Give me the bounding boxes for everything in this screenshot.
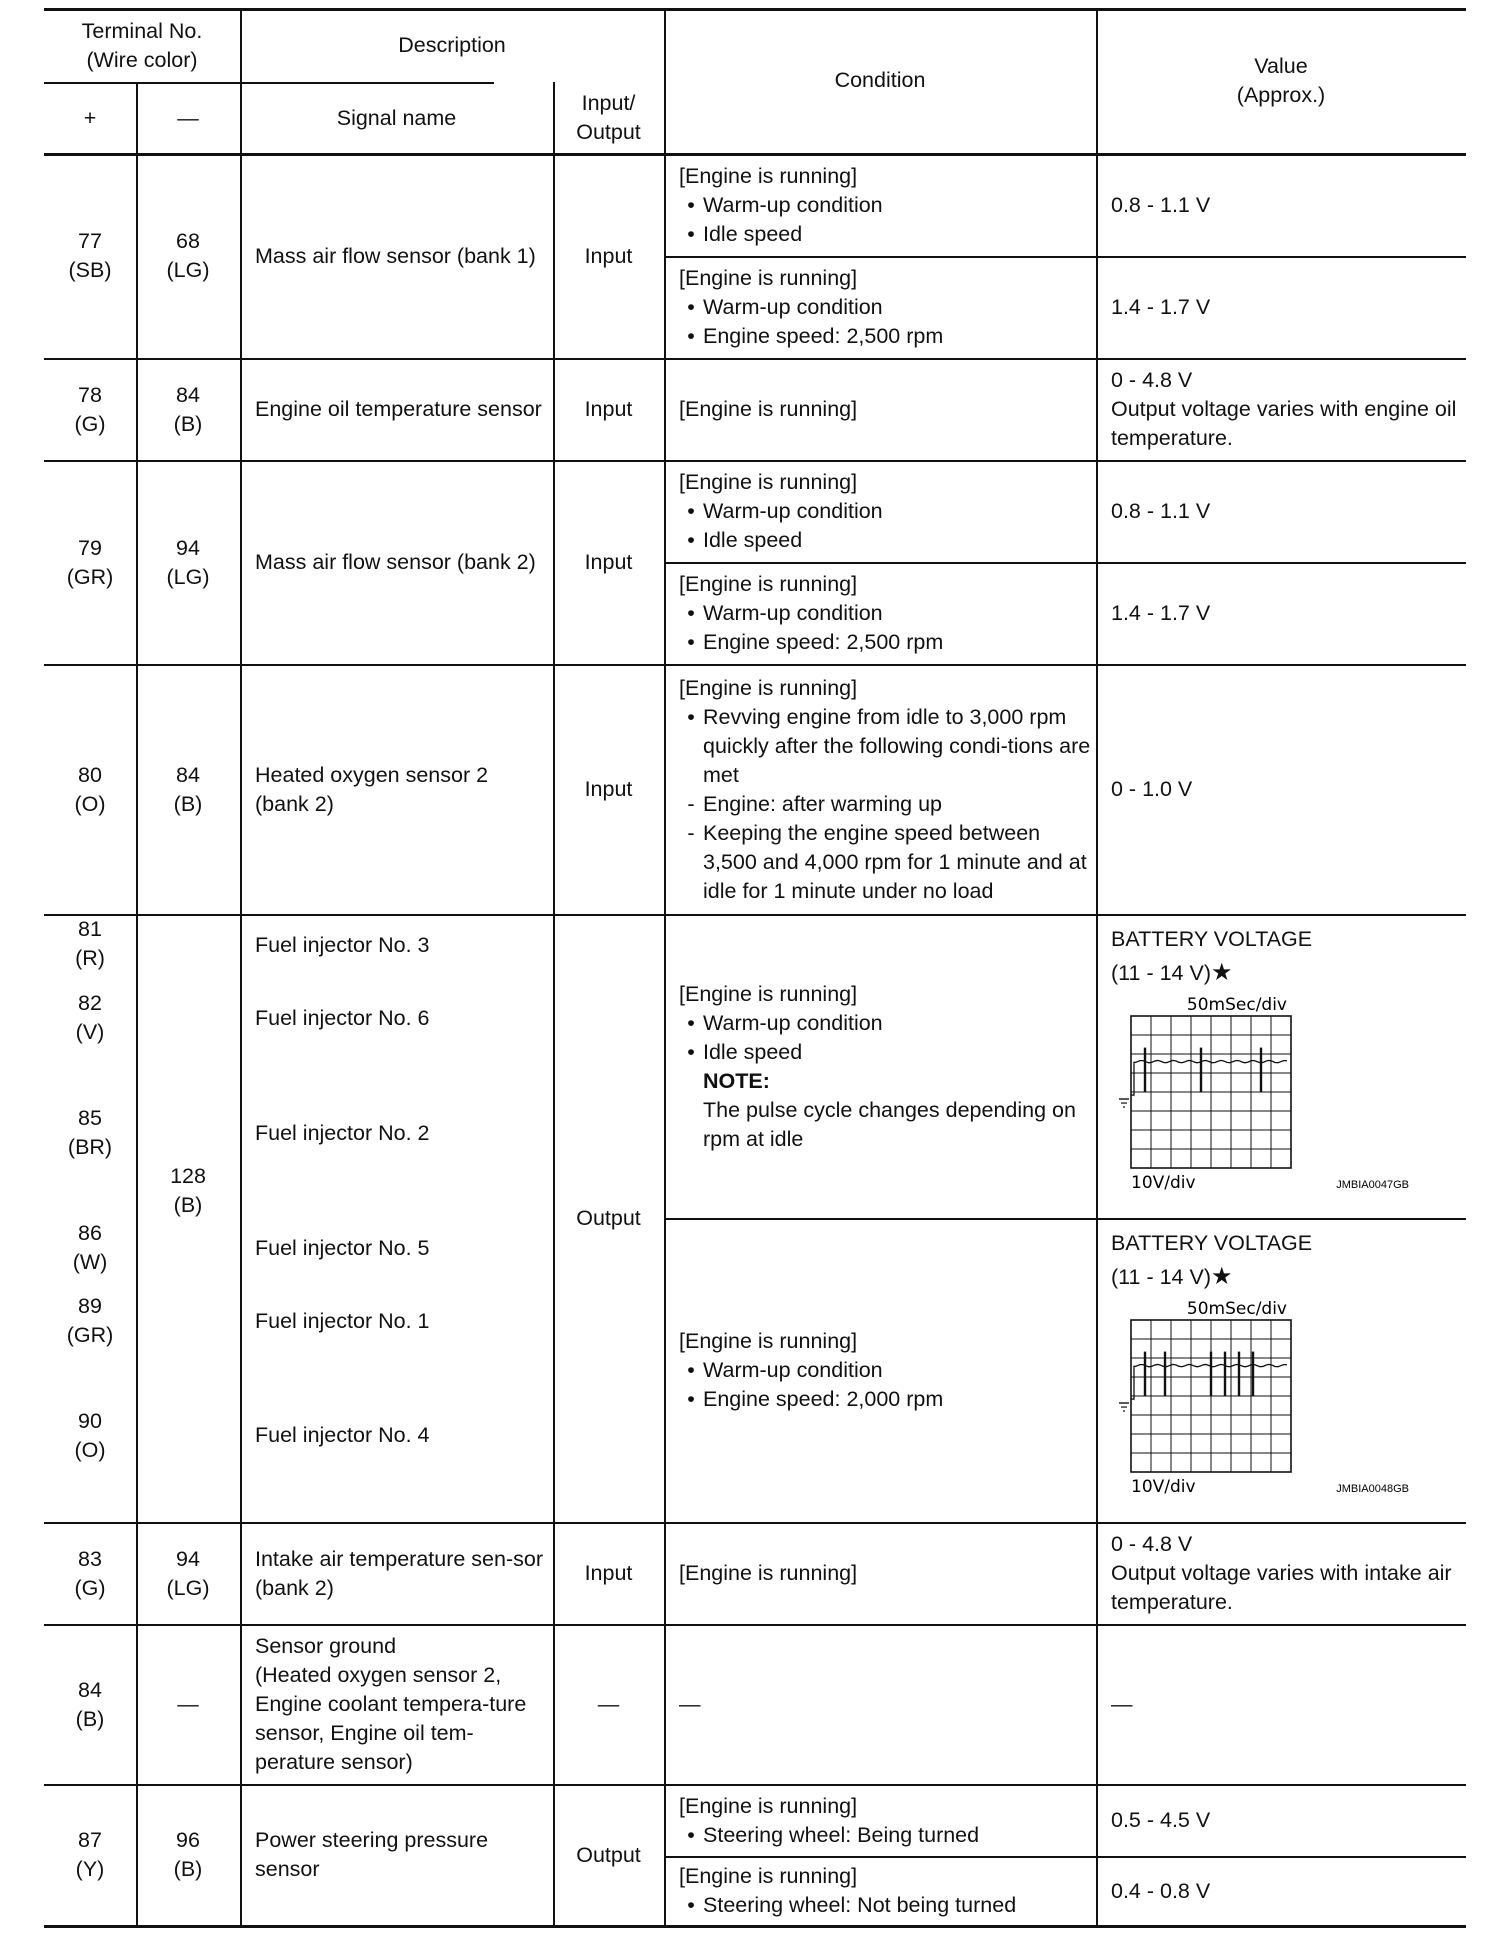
scope-volt-div-label: 10V/div [1131, 1477, 1196, 1497]
header-description: Description [398, 33, 506, 57]
row78-minus: 84 (B) [173, 382, 203, 436]
row77-condition-1: [Engine is running] • Warm-up condition • Idle speed [679, 163, 883, 246]
header-terminal-label: Terminal No. [81, 18, 203, 43]
scope-volt-div-label: 10V/div [1131, 1173, 1196, 1193]
row80-minus: 84 (B) [173, 762, 203, 816]
row80-value: 0 - 1.0 V [1111, 777, 1193, 801]
scope-figure-code: JMBIA0048GB [1336, 1483, 1409, 1495]
row80-io: Input [584, 777, 633, 801]
header-terminal [44, 8, 240, 83]
row81-plus-85: 85 (BR) [67, 1106, 113, 1159]
row81-signal-89: Fuel injector No. 1 [255, 1308, 430, 1333]
scope-time-div-label: 50mSec/div [1186, 1299, 1287, 1319]
row80-plus: 80 (O) [74, 762, 106, 816]
row78-io: Input [584, 397, 633, 421]
header-value: Value (Approx.) [1236, 53, 1326, 107]
row81-signal-86: Fuel injector No. 5 [255, 1235, 430, 1260]
row77-signal: Mass air flow sensor (bank 1) [255, 243, 536, 268]
row78-value: 0 - 4.8 V Output voltage varies with engine oil temperature. [1111, 368, 1457, 450]
row77-minus: 68 (LG) [166, 229, 210, 282]
row81-io: Output [576, 1206, 641, 1230]
row79-condition-2: [Engine is running] • Warm-up condition • Engine speed: 2,500 rpm [679, 572, 944, 654]
row81-value-1: BATTERY VOLTAGE (11 - 14 V)★ 50mSec/div 10V/div JMBIA0047GB [1111, 927, 1409, 1193]
row79-minus: 94 (LG) [166, 535, 210, 589]
row83-plus: 83 (G) [74, 1546, 106, 1600]
row79-value-2: 1.4 - 1.7 V [1111, 601, 1211, 625]
header-signal-name: Signal name [336, 105, 457, 130]
waveform-idle-graph [1111, 988, 1411, 1193]
waveform-idle [1111, 988, 1411, 1193]
row84-condition: — [679, 1692, 701, 1716]
row83-value: 0 - 4.8 V Output voltage varies with intake air temperature. [1111, 1532, 1452, 1614]
row87-minus: 96 (B) [173, 1828, 203, 1881]
waveform-2000rpm-graph [1111, 1292, 1411, 1497]
row83-condition: [Engine is running] [679, 1561, 858, 1585]
header-plus: + [83, 105, 97, 130]
row81-signal-85: Fuel injector No. 2 [255, 1120, 430, 1145]
row81-minus: 128 (B) [170, 1164, 206, 1217]
row81-plus-90: 90 (O) [74, 1409, 106, 1462]
row83-io: Input [584, 1561, 633, 1585]
row81-signal-81: Fuel injector No. 3 [255, 932, 430, 957]
row81-plus-82: 82 (V) [75, 991, 105, 1044]
row79-plus: 79 (GR) [66, 535, 114, 589]
header-minus: — [177, 105, 199, 130]
row83-minus: 94 (LG) [166, 1546, 210, 1600]
row87-value-2: 0.4 - 0.8 V [1111, 1878, 1211, 1903]
row84-io: — [597, 1692, 620, 1716]
scope-figure-code: JMBIA0047GB [1336, 1179, 1409, 1191]
row81-plus-86: 86 (W) [72, 1221, 108, 1274]
waveform-2000rpm [1111, 1292, 1411, 1497]
header-wire-color-label: (Wire color) [86, 47, 198, 72]
row84-value: — [1111, 1692, 1133, 1716]
row87-condition-1: [Engine is running] • Steering wheel: Being turned [679, 1793, 980, 1847]
row84-signal: Sensor ground (Heated oxygen sensor 2, Engine coolant tempera-ture sensor, Engine oil tem-perature sensor) [255, 1634, 527, 1774]
header-condition: Condition [834, 68, 926, 92]
row77-plus: 77 (SB) [68, 229, 112, 282]
row77-value-1: 0.8 - 1.1 V [1111, 192, 1211, 217]
row79-io: Input [584, 550, 633, 574]
row80-signal: Heated oxygen sensor 2 (bank 2) [255, 762, 489, 816]
row79-value-1: 0.8 - 1.1 V [1111, 499, 1211, 523]
row81-condition-1: [Engine is running] • Warm-up condition • Idle speed NOTE: The pulse cycle changes depending on rpm at idle [679, 981, 1076, 1151]
header-input-output: Input/ Output [576, 91, 641, 144]
row87-io: Output [576, 1842, 641, 1867]
row78-condition: [Engine is running] [679, 397, 858, 421]
row84-minus: — [177, 1692, 199, 1716]
row77-io: Input [584, 243, 633, 268]
row84-plus: 84 (B) [75, 1677, 105, 1731]
row79-condition-1: [Engine is running] • Warm-up condition • Idle speed [679, 470, 883, 552]
row78-plus: 78 (G) [74, 382, 106, 436]
row87-signal: Power steering pressure sensor [255, 1828, 489, 1881]
rule-bottom [44, 1925, 1466, 1928]
scope-time-div-label: 50mSec/div [1186, 995, 1287, 1015]
row81-value-2: BATTERY VOLTAGE (11 - 14 V)★ 50mSec/div 10V/div JMBIA0048GB [1111, 1231, 1409, 1497]
row87-condition-2: [Engine is running] • Steering wheel: Not being turned [679, 1864, 1017, 1917]
row79-signal: Mass air flow sensor (bank 2) [255, 550, 536, 574]
row81-plus-89: 89 (GR) [66, 1294, 114, 1347]
row81-signal-82: Fuel injector No. 6 [255, 1005, 430, 1030]
row87-value-1: 0.5 - 4.5 V [1111, 1808, 1211, 1832]
terminal-table [44, 8, 1466, 1928]
row77-value-2: 1.4 - 1.7 V [1111, 295, 1211, 319]
row81-plus-81: 81 (R) [75, 917, 105, 970]
row81-condition-2: [Engine is running] • Warm-up condition • Engine speed: 2,000 rpm [679, 1329, 944, 1411]
row83-signal: Intake air temperature sen-sor (bank 2) [255, 1546, 543, 1600]
row78-signal: Engine oil temperature sensor [255, 397, 542, 421]
row81-signal-90: Fuel injector No. 4 [255, 1422, 430, 1447]
row80-condition: [Engine is running] • Revving engine from idle to 3,000 rpm quickly after the following condi-tions are met - Engine: after warming up - Keeping the engine speed between 3,500 and 4,000 rpm for 1 minute and at idle for 1 minute under no load [679, 675, 1091, 903]
row77-condition-2: [Engine is running] • Warm-up condition • Engine speed: 2,500 rpm [679, 266, 944, 348]
row87-plus: 87 (Y) [75, 1828, 105, 1881]
